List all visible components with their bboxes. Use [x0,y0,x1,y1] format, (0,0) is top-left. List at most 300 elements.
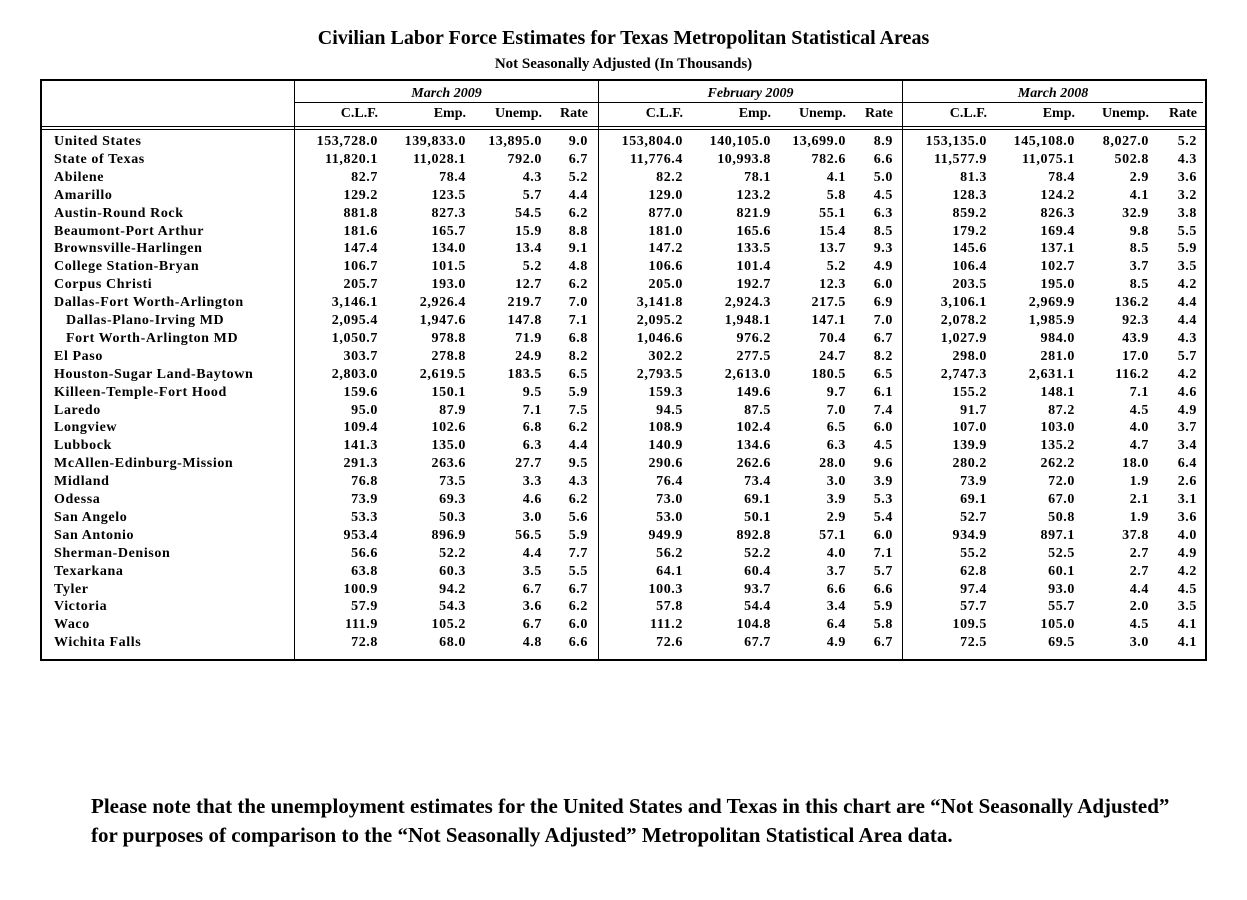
cell-value: 50.8 [1048,509,1075,525]
cell-value: 4.0 [1177,527,1197,543]
cell-value: 63.8 [351,563,378,579]
cell-value: 7.7 [568,545,588,561]
cell-value: 56.2 [656,545,683,561]
cell-value: 92.3 [1122,313,1149,328]
cell-value: 102.6 [431,420,466,436]
cell-value: 5.3 [873,492,893,507]
cell-value: 290.6 [648,456,683,472]
area-name: College Station-Bryan [54,259,200,275]
cell-value: 4.2 [1177,563,1197,579]
cell-value: 169.4 [1040,223,1075,239]
cell-value: 137.1 [1040,241,1075,257]
cell-value: 3.7 [826,563,846,579]
table-row [0,206,1247,224]
cell-value: 8.2 [873,348,893,364]
cell-value: 5.5 [568,563,588,579]
cell-value: 9.5 [568,456,588,472]
cell-value: 4.3 [1177,330,1197,346]
cell-value: 8.5 [1129,241,1149,257]
cell-value: 69.5 [1048,635,1075,651]
cell-value: 9.5 [522,384,542,400]
cell-value: 56.5 [515,527,542,543]
cell-value: 108.9 [648,420,683,436]
cell-value: 2,078.2 [940,313,987,328]
cell-value: 6.0 [873,527,893,543]
cell-value: 24.7 [819,348,846,364]
table-row [0,134,1247,152]
table-row [0,367,1247,385]
cell-value: 6.2 [568,420,588,436]
cell-value: 4.3 [568,474,588,490]
cell-value: 159.3 [648,384,683,400]
table-row [0,492,1247,510]
table-row [0,331,1247,349]
cell-value: 9.8 [1129,223,1149,239]
cell-value: 72.5 [960,635,987,651]
cell-value: 105.0 [1040,617,1075,633]
table-row [0,474,1247,492]
cell-value: 11,075.1 [1021,151,1075,167]
cell-value: 6.2 [568,205,588,221]
rate-header: Rate [560,106,588,121]
cell-value: 2,631.1 [1028,366,1075,382]
cell-value: 3.9 [873,474,893,490]
cell-value: 821.9 [736,205,771,221]
cell-value: 6.5 [873,366,893,382]
area-name: Wichita Falls [54,635,142,651]
cell-value: 123.5 [431,187,466,203]
cell-value: 3.6 [522,599,542,615]
period-header: February 2009 [707,86,794,101]
cell-value: 153,804.0 [621,134,683,149]
cell-value: 6.3 [522,438,542,454]
cell-value: 73.4 [744,474,771,490]
table-row [0,241,1247,259]
cell-value: 81.3 [960,169,987,185]
cell-value: 984.0 [1040,330,1075,346]
area-name: Longview [54,420,118,436]
cell-value: 6.4 [826,617,846,633]
cell-value: 106.4 [952,259,987,275]
cell-value: 52.5 [1048,545,1075,561]
cell-value: 87.2 [1048,402,1075,418]
cell-value: 97.4 [960,581,987,597]
cell-value: 181.6 [343,223,378,239]
cell-value: 4.2 [1177,277,1197,293]
area-name: Tyler [54,581,89,597]
cell-value: 281.0 [1040,348,1075,364]
cell-value: 6.3 [826,438,846,454]
cell-value: 2.9 [1129,169,1149,185]
cell-value: 8.9 [873,134,893,149]
cell-value: 3,146.1 [331,295,378,311]
cell-value: 7.1 [873,545,893,561]
cell-value: 78.1 [744,169,771,185]
footnote: Please note that the unemployment estimates for the United States and Texas in this chart are “Not Seasonally Adjusted” for purposes of comparison to the “Not Seasonally Adjusted” Metropolitan Statistical Area data. [91,794,1170,847]
cell-value: 64.1 [656,563,683,579]
area-name: Sherman-Denison [54,545,171,561]
cell-value: 73.9 [351,492,378,507]
area-name: Beaumont-Port Arthur [54,223,205,239]
cell-value: 57.9 [351,599,378,615]
cell-value: 8.5 [1129,277,1149,293]
area-name: Victoria [54,599,108,615]
cell-value: 4.9 [1177,545,1197,561]
unemp-header: Unemp. [1101,106,1149,121]
cell-value: 55.2 [960,545,987,561]
cell-value: 193.0 [431,277,466,293]
cell-value: 3.8 [1177,205,1197,221]
cell-value: 55.1 [819,205,846,221]
cell-value: 262.2 [1040,456,1075,472]
cell-value: 5.9 [568,384,588,400]
period-header: March 2009 [411,86,482,101]
cell-value: 37.8 [1122,527,1149,543]
table-row [0,224,1247,242]
area-name: Abilene [54,169,105,185]
cell-value: 4.1 [1129,187,1149,203]
cell-value: 102.4 [736,420,771,436]
table-row [0,295,1247,313]
cell-value: 4.4 [568,438,588,454]
table-row [0,152,1247,170]
cell-value: 4.5 [1177,581,1197,597]
area-name: Dallas-Fort Worth-Arlington [54,295,244,311]
cell-value: 1,050.7 [331,330,378,346]
cell-value: 976.2 [736,330,771,346]
cell-value: 68.0 [439,635,466,651]
cell-value: 6.6 [826,581,846,597]
table-row [0,349,1247,367]
cell-value: 6.7 [873,330,893,346]
cell-value: 73.9 [960,474,987,490]
area-name: McAllen-Edinburg-Mission [54,456,234,472]
cell-value: 165.7 [431,223,466,239]
cell-value: 69.3 [439,492,466,507]
cell-value: 2,095.2 [636,313,683,328]
cell-value: 124.2 [1040,187,1075,203]
cell-value: 5.5 [1177,223,1197,239]
cell-value: 4.8 [568,259,588,275]
cell-value: 93.7 [744,581,771,597]
cell-value: 72.8 [351,635,378,651]
cell-value: 3,106.1 [940,295,987,311]
cell-value: 50.3 [439,509,466,525]
cell-value: 133.5 [736,241,771,257]
cell-value: 155.2 [952,384,987,400]
table-title: Civilian Labor Force Estimates for Texas Metropolitan Statistical Areas [317,27,930,49]
cell-value: 205.7 [343,277,378,293]
cell-value: 24.9 [515,348,542,364]
cell-value: 93.0 [1048,581,1075,597]
cell-value: 6.7 [522,617,542,633]
cell-value: 109.5 [952,617,987,633]
unemp-header: Unemp. [798,106,846,121]
cell-value: 5.7 [873,563,893,579]
area-name: Lubbock [54,438,112,454]
cell-value: 18.0 [1122,456,1149,472]
area-name: Brownsville-Harlingen [54,241,203,257]
cell-value: 106.7 [343,259,378,275]
area-name: Waco [54,617,90,633]
cell-value: 6.0 [873,277,893,293]
cell-value: 4.9 [826,635,846,651]
cell-value: 5.0 [873,169,893,185]
cell-value: 4.1 [1177,635,1197,651]
cell-value: 3.3 [522,474,542,490]
cell-value: 111.2 [650,617,683,633]
cell-value: 6.6 [873,151,893,167]
cell-value: 859.2 [952,205,987,221]
cell-value: 6.5 [568,366,588,382]
cell-value: 8,027.0 [1102,134,1149,149]
cell-value: 60.3 [439,563,466,579]
cell-value: 3.1 [1177,492,1197,507]
cell-value: 180.5 [811,366,846,382]
cell-value: 95.0 [351,402,378,418]
cell-value: 219.7 [507,295,542,311]
table-row [0,420,1247,438]
cell-value: 4.5 [873,187,893,203]
cell-value: 4.0 [826,545,846,561]
cell-value: 5.7 [522,187,542,203]
cell-value: 139.9 [952,438,987,454]
cell-value: 4.9 [873,259,893,275]
cell-value: 123.2 [736,187,771,203]
cell-value: 3.0 [1129,635,1149,651]
cell-value: 60.4 [744,563,771,579]
rate-header: Rate [865,106,893,121]
cell-value: 2,969.9 [1028,295,1075,311]
cell-value: 896.9 [431,527,466,543]
cell-value: 147.8 [507,313,542,328]
cell-value: 5.2 [1177,134,1197,149]
cell-value: 54.5 [515,205,542,221]
cell-value: 11,028.1 [412,151,466,167]
area-name: State of Texas [54,151,145,167]
cell-value: 3.5 [1177,259,1197,275]
cell-value: 897.1 [1040,527,1075,543]
cell-value: 57.1 [819,527,846,543]
cell-value: 5.8 [826,187,846,203]
cell-value: 2.7 [1129,545,1149,561]
cell-value: 72.0 [1048,474,1075,490]
cell-value: 100.9 [343,581,378,597]
cell-value: 55.7 [1048,599,1075,615]
cell-value: 7.5 [568,402,588,418]
cell-value: 53.3 [351,509,378,525]
cell-value: 107.0 [952,420,987,436]
cell-value: 116.2 [1115,366,1149,382]
table-row [0,546,1247,564]
cell-value: 153,135.0 [925,134,987,149]
table-row [0,313,1247,331]
cell-value: 877.0 [648,205,683,221]
emp-header: Emp. [738,106,771,121]
cell-value: 217.5 [811,295,846,311]
cell-value: 150.1 [431,384,466,400]
table-row [0,438,1247,456]
cell-value: 100.3 [648,581,683,597]
area-name: Houston-Sugar Land-Baytown [54,366,254,382]
cell-value: 291.3 [343,456,378,472]
cell-value: 2,926.4 [419,295,466,311]
cell-value: 134.6 [736,438,771,454]
cell-value: 32.9 [1122,205,1149,221]
area-name: Corpus Christi [54,277,153,293]
cell-value: 5.2 [522,259,542,275]
cell-value: 6.0 [568,617,588,633]
cell-value: 135.2 [1040,438,1075,454]
unemp-header: Unemp. [494,106,542,121]
cell-value: 87.9 [439,402,466,418]
area-name: Odessa [54,492,101,507]
cell-value: 4.8 [522,635,542,651]
cell-value: 9.0 [568,134,588,149]
cell-value: 71.9 [515,330,542,346]
cell-value: 502.8 [1114,151,1149,167]
cell-value: 165.6 [736,223,771,239]
table-row [0,170,1247,188]
cell-value: 4.5 [873,438,893,454]
emp-header: Emp. [1042,106,1075,121]
cell-value: 129.2 [343,187,378,203]
cell-value: 73.5 [439,474,466,490]
cell-value: 6.1 [873,384,893,400]
cell-value: 298.0 [952,348,987,364]
cell-value: 128.3 [952,187,987,203]
cell-value: 978.8 [431,330,466,346]
cell-value: 7.1 [568,313,588,328]
cell-value: 303.7 [343,348,378,364]
cell-value: 5.2 [826,259,846,275]
cell-value: 3.9 [826,492,846,507]
cell-value: 3.7 [1129,259,1149,275]
cell-value: 60.1 [1048,563,1075,579]
cell-value: 57.7 [960,599,987,615]
cell-value: 195.0 [1040,277,1075,293]
cell-value: 278.8 [431,348,466,364]
cell-value: 76.8 [351,474,378,490]
table-row [0,259,1247,277]
cell-value: 13,699.0 [792,134,846,149]
cell-value: 153,728.0 [316,134,378,149]
cell-value: 67.7 [744,635,771,651]
cell-value: 1,027.9 [940,330,987,346]
cell-value: 183.5 [507,366,542,382]
cell-value: 140.9 [648,438,683,454]
cell-value: 109.4 [343,420,378,436]
cell-value: 4.9 [1177,402,1197,418]
cell-value: 94.5 [656,402,683,418]
cell-value: 827.3 [431,205,466,221]
cell-value: 280.2 [952,456,987,472]
cell-value: 10,993.8 [717,151,771,167]
cell-value: 949.9 [648,527,683,543]
cell-value: 7.4 [873,402,893,418]
cell-value: 1.9 [1129,474,1149,490]
cell-value: 54.3 [439,599,466,615]
cell-value: 277.5 [736,348,771,364]
cell-value: 7.1 [1129,384,1149,400]
cell-value: 5.7 [1177,348,1197,364]
cell-value: 2,619.5 [419,366,466,382]
cell-value: 5.8 [873,617,893,633]
cell-value: 6.5 [826,420,846,436]
table-row [0,635,1247,653]
cell-value: 7.1 [522,402,542,418]
cell-value: 2,803.0 [331,366,378,382]
table-row [0,456,1247,474]
cell-value: 2.0 [1129,599,1149,615]
cell-value: 782.6 [811,151,846,167]
cell-value: 6.9 [873,295,893,311]
cell-value: 15.9 [515,223,542,239]
cell-value: 8.2 [568,348,588,364]
clf-header: C.L.F. [340,106,378,121]
cell-value: 1,985.9 [1028,313,1075,328]
cell-value: 3.6 [1177,509,1197,525]
cell-value: 54.4 [744,599,771,615]
cell-value: 6.7 [873,635,893,651]
cell-value: 57.8 [656,599,683,615]
table-row [0,188,1247,206]
cell-value: 2,924.3 [724,295,771,311]
cell-value: 302.2 [648,348,683,364]
cell-value: 12.3 [819,277,846,293]
cell-value: 6.6 [568,635,588,651]
period-header: March 2008 [1017,86,1089,101]
cell-value: 104.8 [736,617,771,633]
cell-value: 6.2 [568,277,588,293]
cell-value: 3.5 [1177,599,1197,615]
cell-value: 53.0 [656,509,683,525]
table-subtitle: Not Seasonally Adjusted (In Thousands) [494,56,753,72]
area-name: Killeen-Temple-Fort Hood [54,384,227,400]
area-name: Dallas-Plano-Irving MD [66,313,225,328]
cell-value: 4.4 [522,545,542,561]
cell-value: 3.4 [1177,438,1197,454]
cell-value: 82.2 [656,169,683,185]
cell-value: 262.6 [736,456,771,472]
cell-value: 17.0 [1122,348,1149,364]
cell-value: 826.3 [1040,205,1075,221]
cell-value: 9.6 [873,456,893,472]
cell-value: 6.2 [568,599,588,615]
cell-value: 159.6 [343,384,378,400]
cell-value: 2.6 [1177,474,1197,490]
cell-value: 62.8 [960,563,987,579]
cell-value: 102.7 [1040,259,1075,275]
cell-value: 78.4 [439,169,466,185]
cell-value: 203.5 [952,277,987,293]
cell-value: 82.7 [351,169,378,185]
table-row [0,617,1247,635]
cell-value: 3.0 [522,509,542,525]
cell-value: 67.0 [1048,492,1075,507]
cell-value: 11,577.9 [933,151,987,167]
cell-value: 11,776.4 [629,151,683,167]
cell-value: 2.1 [1129,492,1149,507]
cell-value: 3.6 [1177,169,1197,185]
cell-value: 56.6 [351,545,378,561]
cell-value: 7.0 [568,295,588,311]
cell-value: 4.6 [1177,384,1197,400]
cell-value: 147.4 [343,241,378,257]
cell-value: 1,046.6 [636,330,683,346]
area-name: Laredo [54,402,101,418]
rate-header: Rate [1169,106,1197,121]
